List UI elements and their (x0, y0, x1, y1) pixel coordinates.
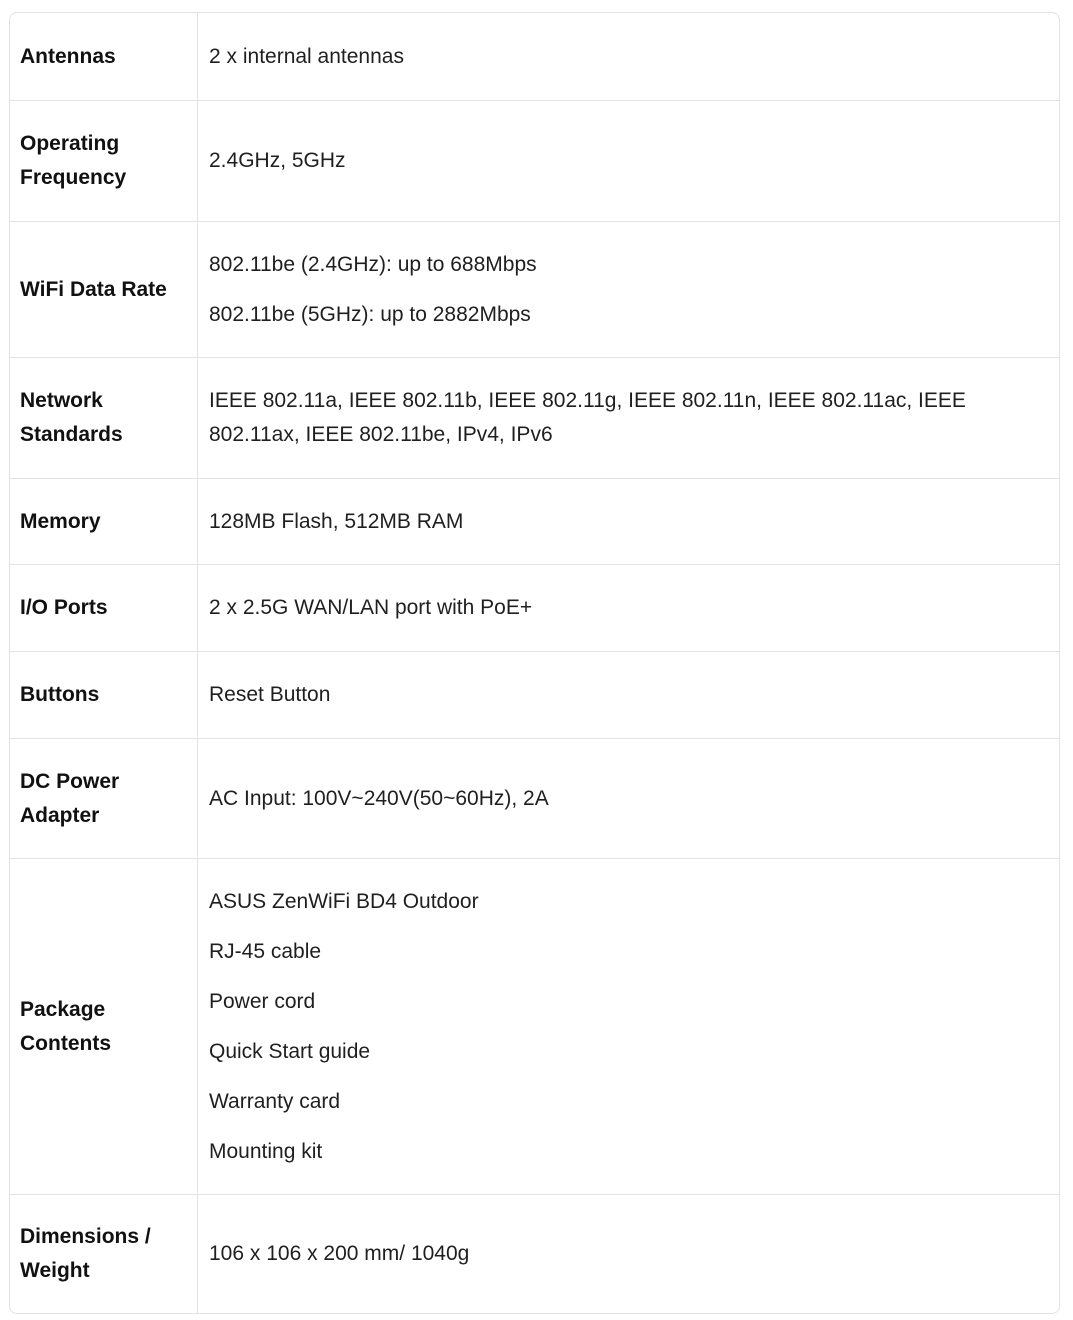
spec-label: Network Standards (10, 358, 198, 478)
spec-label: I/O Ports (10, 565, 198, 651)
spec-value (198, 222, 1059, 357)
spec-value (198, 101, 1059, 221)
spec-row-operating-frequency (10, 100, 1059, 221)
spec-value (198, 739, 1059, 858)
spec-row-package-contents (10, 858, 1059, 1194)
spec-row-memory (10, 478, 1059, 564)
spec-value-line: 128MB Flash, 512MB RAM (209, 509, 464, 533)
spec-row-wifi-data-rate (10, 221, 1059, 357)
spec-row-io-ports (10, 564, 1059, 651)
spec-row-dc-power-adapter (10, 738, 1059, 858)
spec-value-line: 106 x 106 x 200 mm/ 1040g (209, 1242, 470, 1265)
spec-label: DC Power Adapter (10, 739, 198, 858)
spec-value-line: 2 x internal antennas (209, 44, 404, 68)
spec-value (198, 358, 1059, 478)
spec-value-line: ASUS ZenWiFi BD4 Outdoor (209, 889, 479, 913)
spec-value (198, 859, 1059, 1194)
spec-value-line: Quick Start guide (209, 1039, 371, 1063)
spec-row-antennas (10, 13, 1059, 100)
specifications-table (9, 12, 1060, 1314)
spec-value-line: 2.4GHz, 5GHz (209, 149, 346, 172)
spec-value-line: Power cord (209, 989, 316, 1013)
spec-label: Buttons (10, 652, 198, 738)
spec-value-line: AC Input: 100V~240V(50~60Hz), 2A (209, 786, 549, 810)
spec-value-line: Warranty card (209, 1089, 341, 1113)
spec-label: Antennas (10, 13, 198, 100)
spec-value (198, 565, 1059, 651)
spec-value-line: 802.11be (5GHz): up to 2882Mbps (209, 302, 531, 326)
spec-value-line: 2 x 2.5G WAN/LAN port with PoE+ (209, 596, 533, 619)
spec-row-dimensions-weight (10, 1194, 1059, 1313)
spec-value (198, 1195, 1059, 1313)
spec-label: Operating Frequency (10, 101, 198, 221)
spec-label: Memory (10, 479, 198, 564)
spec-row-buttons (10, 651, 1059, 738)
spec-value (198, 13, 1059, 100)
spec-value (198, 479, 1059, 564)
spec-value-line: Mounting kit (209, 1139, 323, 1163)
spec-label: Package Contents (10, 859, 198, 1194)
spec-label: Dimensions / Weight (10, 1195, 198, 1313)
spec-value-line: Reset Button (209, 683, 331, 706)
spec-value-line: 802.11be (2.4GHz): up to 688Mbps (209, 252, 537, 276)
spec-label: WiFi Data Rate (10, 222, 198, 357)
spec-value (198, 652, 1059, 738)
spec-value-line: RJ-45 cable (209, 939, 322, 963)
spec-value-line: IEEE 802.11a, IEEE 802.11b, IEEE 802.11g, IEEE 802.11n, IEEE 802.11ac, IEEE 802.11ax, IEEE 802.11be, IPv4, IPv6 (209, 389, 966, 446)
spec-row-network-standards (10, 357, 1059, 478)
